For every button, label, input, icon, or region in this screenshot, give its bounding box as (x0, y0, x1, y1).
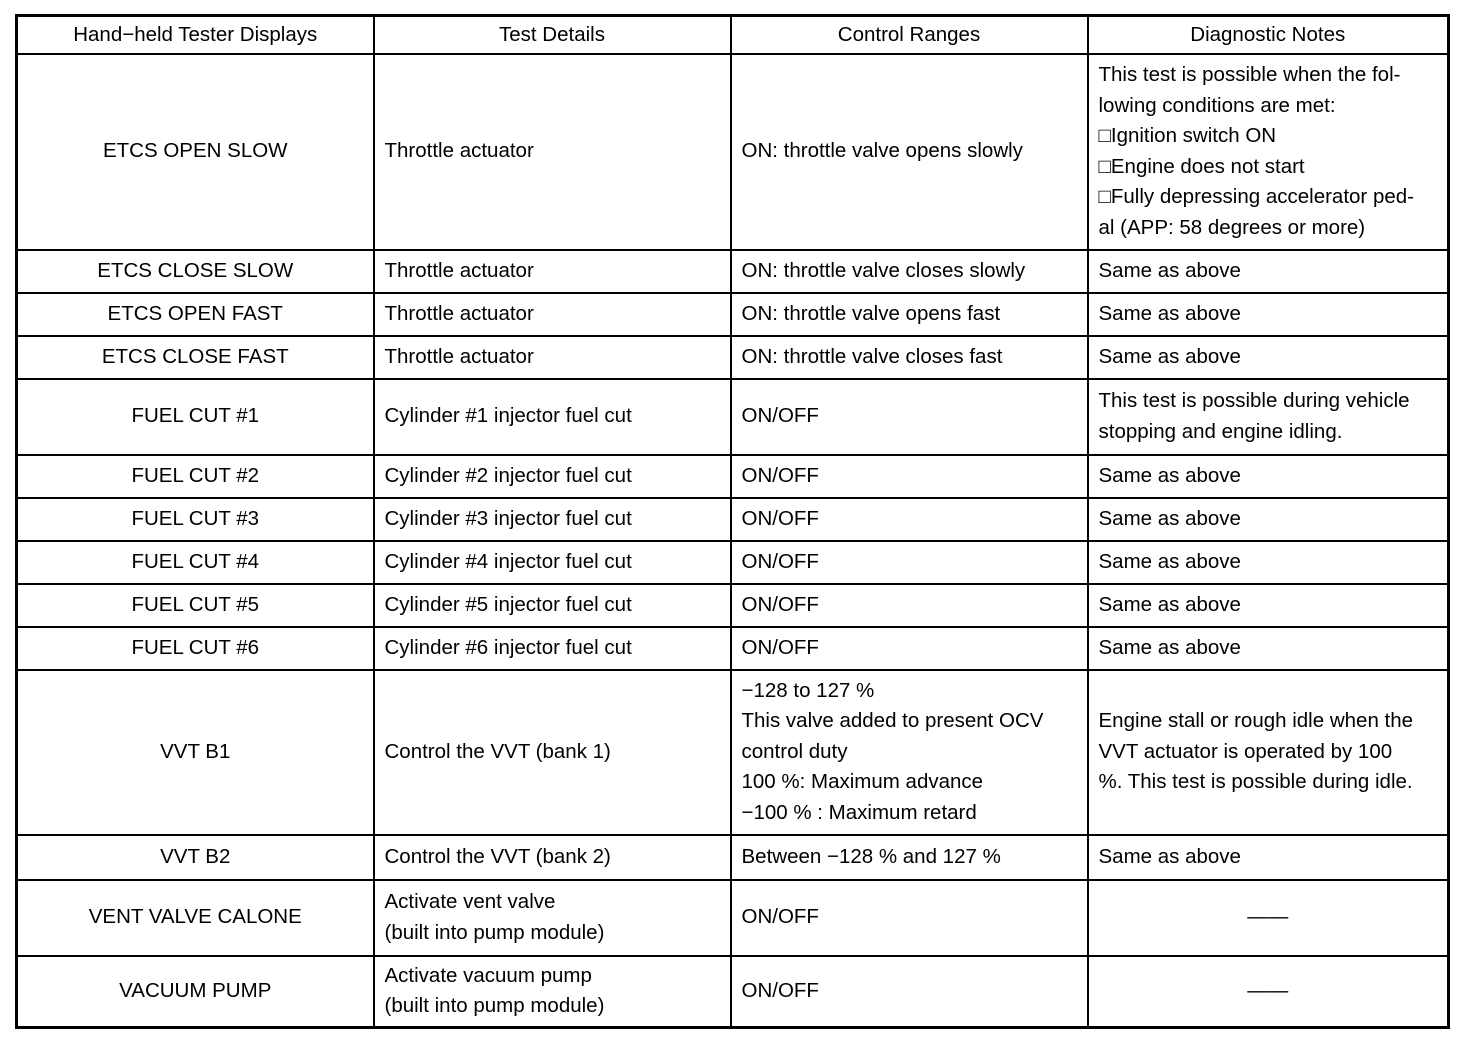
test-details-cell: Cylinder #6 injector fuel cut (374, 627, 731, 670)
diagnostic-notes-cell: —— (1088, 956, 1449, 1028)
table-row (17, 627, 1449, 670)
table-row (17, 54, 1449, 250)
control-range-cell: ON: throttle valve closes fast (731, 336, 1088, 379)
header-control-ranges: Control Ranges (731, 16, 1088, 54)
table-row (17, 293, 1449, 336)
table-row (17, 250, 1449, 293)
tester-display-cell: ETCS OPEN SLOW (17, 54, 374, 250)
test-details-cell: Throttle actuator (374, 54, 731, 250)
diagnostic-notes-cell: Same as above (1088, 584, 1449, 627)
control-range-cell: ON/OFF (731, 455, 1088, 498)
control-range-cell: Between −128 % and 127 % (731, 835, 1088, 880)
diagnostic-notes-cell: —— (1088, 880, 1449, 956)
test-details-cell: Cylinder #5 injector fuel cut (374, 584, 731, 627)
test-details-cell: Cylinder #3 injector fuel cut (374, 498, 731, 541)
tester-display-cell: FUEL CUT #1 (17, 379, 374, 455)
diagnostic-notes-cell: Same as above (1088, 293, 1449, 336)
table-row (17, 584, 1449, 627)
tester-display-cell: VVT B1 (17, 670, 374, 835)
test-details-cell: Activate vent valve (built into pump module) (374, 880, 731, 956)
table-row (17, 379, 1449, 455)
control-range-cell: ON: throttle valve opens slowly (731, 54, 1088, 250)
control-range-cell: ON/OFF (731, 584, 1088, 627)
diagnostic-notes-cell: Same as above (1088, 835, 1449, 880)
diagnostic-notes-cell: Engine stall or rough idle when the VVT actuator is operated by 100 %. This test is possible during idle. (1088, 670, 1449, 835)
control-range-cell: −128 to 127 % This valve added to present OCV control duty 100 %: Maximum advance −100 % : Maximum retard (731, 670, 1088, 835)
header-tester-displays: Hand−held Tester Displays (17, 16, 374, 54)
table-header-row (17, 16, 1449, 54)
table-row (17, 835, 1449, 880)
test-details-cell: Cylinder #2 injector fuel cut (374, 455, 731, 498)
header-test-details: Test Details (374, 16, 731, 54)
table-row (17, 498, 1449, 541)
test-details-cell: Control the VVT (bank 2) (374, 835, 731, 880)
tester-display-cell: FUEL CUT #4 (17, 541, 374, 584)
table-row (17, 336, 1449, 379)
tester-display-cell: FUEL CUT #2 (17, 455, 374, 498)
diagnostic-notes-cell: Same as above (1088, 455, 1449, 498)
test-details-cell: Control the VVT (bank 1) (374, 670, 731, 835)
tester-display-cell: ETCS OPEN FAST (17, 293, 374, 336)
tester-display-cell: FUEL CUT #6 (17, 627, 374, 670)
tester-display-cell: ETCS CLOSE FAST (17, 336, 374, 379)
control-range-cell: ON/OFF (731, 541, 1088, 584)
tester-display-cell: VACUUM PUMP (17, 956, 374, 1028)
control-range-cell: ON/OFF (731, 379, 1088, 455)
test-details-cell: Cylinder #4 injector fuel cut (374, 541, 731, 584)
diagnostic-notes-cell: This test is possible when the fol- lowing conditions are met: □Ignition switch ON □Engine does not start □Fully depressing accelerator ped- al (APP: 58 degrees or more) (1088, 54, 1449, 250)
control-range-cell: ON/OFF (731, 627, 1088, 670)
table-row (17, 880, 1449, 956)
tester-display-cell: VVT B2 (17, 835, 374, 880)
tester-display-cell: ETCS CLOSE SLOW (17, 250, 374, 293)
diagnostic-notes-cell: Same as above (1088, 336, 1449, 379)
table-row (17, 541, 1449, 584)
active-test-table (15, 14, 1450, 1029)
test-details-cell: Throttle actuator (374, 293, 731, 336)
diagnostic-notes-cell: Same as above (1088, 627, 1449, 670)
control-range-cell: ON: throttle valve opens fast (731, 293, 1088, 336)
control-range-cell: ON/OFF (731, 956, 1088, 1028)
diagnostic-notes-cell: Same as above (1088, 498, 1449, 541)
header-diagnostic-notes: Diagnostic Notes (1088, 16, 1449, 54)
control-range-cell: ON: throttle valve closes slowly (731, 250, 1088, 293)
control-range-cell: ON/OFF (731, 880, 1088, 956)
control-range-cell: ON/OFF (731, 498, 1088, 541)
test-details-cell: Throttle actuator (374, 336, 731, 379)
test-details-cell: Activate vacuum pump (built into pump module) (374, 956, 731, 1028)
tester-display-cell: FUEL CUT #5 (17, 584, 374, 627)
diagnostic-notes-cell: Same as above (1088, 250, 1449, 293)
test-details-cell: Cylinder #1 injector fuel cut (374, 379, 731, 455)
diagnostic-notes-cell: Same as above (1088, 541, 1449, 584)
tester-display-cell: VENT VALVE CALONE (17, 880, 374, 956)
tester-display-cell: FUEL CUT #3 (17, 498, 374, 541)
diagnostic-notes-cell: This test is possible during vehicle stopping and engine idling. (1088, 379, 1449, 455)
table-row (17, 670, 1449, 835)
table-row (17, 956, 1449, 1028)
test-details-cell: Throttle actuator (374, 250, 731, 293)
table-row (17, 455, 1449, 498)
